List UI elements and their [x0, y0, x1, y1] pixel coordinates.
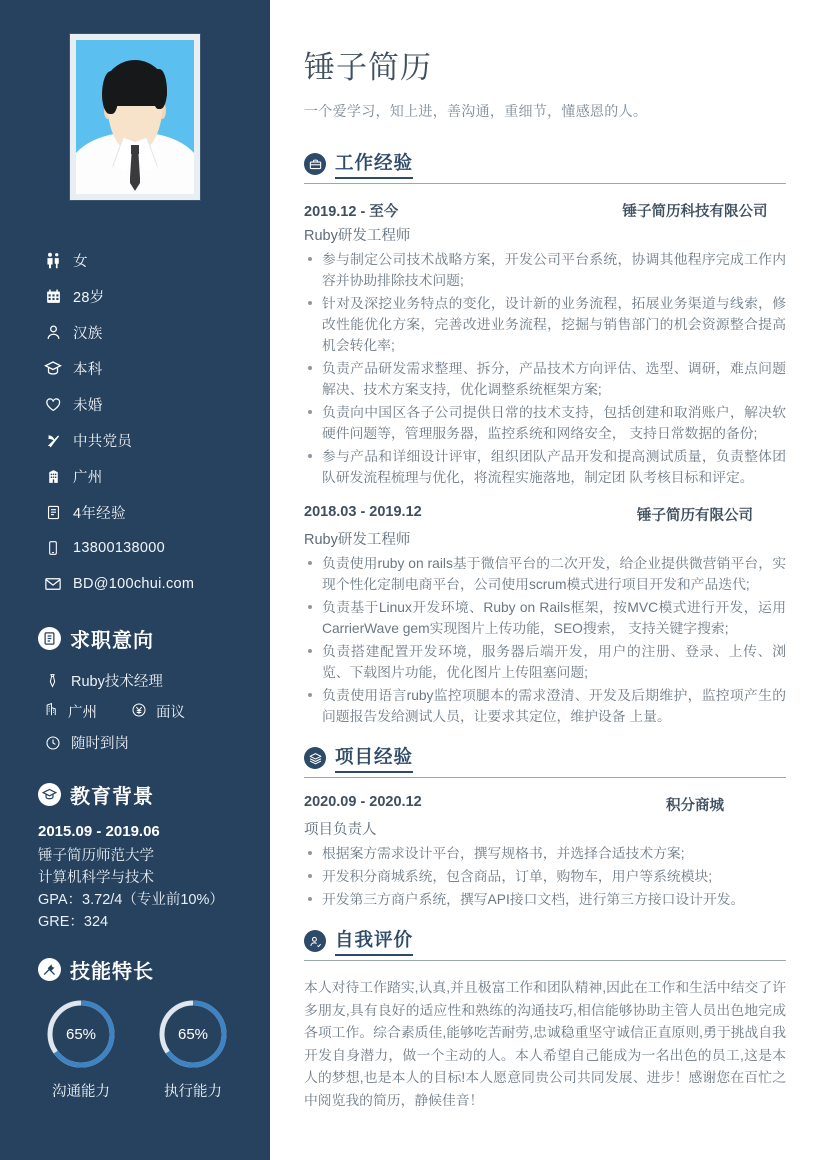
tools-icon — [38, 958, 61, 981]
project-entry — [304, 794, 786, 910]
skill-ring — [45, 998, 117, 1070]
bullet: 针对及深挖业务特点的变化，设计新的业务流程，拓展业务渠道与线索，修改性能优化方案，完善改进业务流程，挖掘与销售部门的机会资源整合提高机会转化率; — [304, 293, 786, 356]
info-row-ethnicity — [44, 314, 270, 350]
section-title: 教育背景 — [70, 786, 154, 808]
divider — [304, 960, 786, 961]
work-company: 锤子简历科技有限公司 — [622, 204, 768, 220]
mail-icon — [44, 575, 62, 593]
section-header-skills — [38, 955, 270, 984]
info-label: 广州 — [73, 469, 103, 486]
info-label: 汉族 — [73, 325, 103, 342]
info-label: 未婚 — [73, 397, 103, 414]
work-date: 2019.12 - 至今 — [304, 204, 399, 220]
work-role: Ruby研发工程师 — [304, 532, 411, 548]
user-check-icon — [304, 930, 326, 952]
info-row-politics — [44, 422, 270, 458]
work-bullets — [304, 553, 786, 727]
project-bullets — [304, 843, 786, 910]
phone-icon — [44, 539, 62, 557]
bullet: 参与产品和详细设计评审，组织团队产品开发和提高测试质量，负责整体团队研发流程梳理与优化，将流程实施落地，制定团 队考核目标和评定。 — [304, 446, 786, 488]
skill-label: 执行能力 — [164, 1084, 222, 1100]
bullet: 负责产品研发需求整理、拆分，产品技术方向评估、选型、调研，难点问题解决、技术方案支持，优化调整系统框架方案; — [304, 358, 786, 400]
education-major: 计算机科学与技术 — [38, 870, 154, 886]
info-row-age — [44, 278, 270, 314]
skill-ring — [157, 998, 229, 1070]
info-row-city — [44, 458, 270, 494]
section-header-evaluation — [304, 926, 786, 956]
intent-salary-label: 面议 — [156, 705, 185, 721]
work-entry-header — [304, 200, 786, 221]
person-icon — [44, 323, 62, 341]
work-bullets — [304, 249, 786, 488]
project-name: 积分商城 — [666, 798, 724, 814]
intent-city — [44, 701, 97, 722]
gender-icon — [44, 251, 62, 269]
evaluation-text: 本人对待工作踏实,认真,并且极富工作和团队精神,因此在工作和生活中结交了许多朋友,具有良好的适应性和熟练的沟通技巧,相信能够协助主管人员出色地完成各项工作。综合素质佳,能够吃苦耐劳,忠诚稳重坚守诚信正直原则,勇于挑战自我开发自身潜力，做一个主动的人。本人希望自己能成为一名出色的员工,这是本人的梦想,也是本人的目标!本人愿意同贵公司共同发展、进步！感谢您在百忙之中阅览我的简历，静候佳音！ — [304, 980, 786, 1108]
skills-list — [42, 998, 270, 1101]
info-label: 本科 — [73, 361, 103, 378]
work-entry — [304, 504, 786, 727]
sidebar — [0, 0, 270, 1160]
bullet: 负责向中国区各子公司提供日常的技术支持，包括创建和取消账户，解决软硬件问题等，管理服务器，监控系统和网络安全， 支持日常数据的备份; — [304, 402, 786, 444]
project-date: 2020.09 - 2020.12 — [304, 794, 422, 810]
education-gpa: GPA：3.72/4（专业前10%） — [38, 892, 224, 908]
education-school: 锤子简历师范大学 — [38, 848, 154, 864]
info-label: 28岁 — [73, 289, 105, 306]
education-gre: GRE：324 — [38, 914, 109, 930]
work-company: 锤子简历有限公司 — [637, 508, 753, 524]
tagline: 一个爱学习，知上进，善沟通，重细节，懂感恩的人。 — [304, 103, 648, 119]
education-date: 2015.09 - 2019.06 — [38, 823, 160, 840]
intent-availability-label: 随时到岗 — [71, 736, 129, 752]
briefcase-icon — [304, 153, 326, 175]
info-row-degree — [44, 350, 270, 386]
intent-city-salary — [44, 696, 270, 727]
avatar-illustration — [76, 40, 194, 194]
work-entry-header — [304, 504, 786, 525]
section-title: 项目经验 — [335, 743, 413, 773]
info-row-phone — [44, 530, 270, 566]
info-label: 13800138000 — [73, 540, 166, 556]
building-icon — [44, 467, 62, 485]
document-icon — [44, 503, 62, 521]
bullet: 负责使用语言ruby监控项腿本的需求澄清、开发及后期维护，监控项产生的问题报告发给测试人员，让要求其定位，维护设备 上量。 — [304, 685, 786, 727]
info-label: 4年经验 — [73, 505, 126, 522]
graduation-icon — [44, 359, 62, 377]
info-row-marital — [44, 386, 270, 422]
tie-icon — [44, 672, 61, 689]
education-body — [38, 821, 270, 933]
bullet: 参与制定公司技术战略方案，开发公司平台系统，协调其他程序完成工作内容并协助排除技术问题; — [304, 249, 786, 291]
bullet: 开发第三方商户系统，撰写API接口文档，进行第三方接口设计开发。 — [304, 889, 786, 910]
intent-availability — [44, 727, 270, 758]
avatar-wrapper — [0, 34, 270, 200]
intent-position-label: Ruby技术经理 — [71, 674, 163, 690]
info-label: 中共党员 — [73, 433, 133, 450]
project-role: 项目负责人 — [304, 822, 377, 838]
skill-label: 沟通能力 — [52, 1084, 110, 1100]
building-icon — [44, 702, 59, 721]
info-row-email — [44, 566, 270, 602]
section-header-work — [304, 149, 786, 179]
divider — [304, 183, 786, 184]
layers-icon — [304, 747, 326, 769]
intent-position — [44, 665, 270, 696]
divider — [304, 777, 786, 778]
clock-icon — [44, 734, 61, 751]
bullet: 负责使用ruby on rails基于微信平台的二次开发，给企业提供微营销平台，实现个性化定制电商平台，公司使用scrum模式进行项目开发和产品迭代; — [304, 553, 786, 595]
project-entry-header — [304, 794, 786, 815]
section-header-job-intention — [38, 624, 270, 653]
graduation-cap-icon — [38, 783, 61, 806]
clipboard-icon — [38, 627, 61, 650]
job-intention-body — [44, 665, 270, 758]
section-title: 求职意向 — [70, 630, 154, 652]
calendar-icon — [44, 287, 62, 305]
section-title: 工作经验 — [335, 149, 413, 179]
intent-salary — [131, 701, 185, 722]
work-entry — [304, 200, 786, 488]
main-content — [270, 0, 820, 1160]
skill-percent: 65% — [177, 1025, 209, 1043]
heart-icon — [44, 395, 62, 413]
bullet: 负责基于Linux开发环境、Ruby on Rails框架，按MVC模式进行开发，运用CarrierWave gem实现图片上传功能，SEO搜索， 支持关键字搜索; — [304, 597, 786, 639]
info-row-gender — [44, 242, 270, 278]
section-header-education — [38, 780, 270, 809]
skill-percent: 65% — [65, 1025, 97, 1043]
intent-city-label: 广州 — [68, 705, 97, 721]
avatar — [70, 34, 200, 200]
work-date: 2018.03 - 2019.12 — [304, 504, 422, 520]
info-row-experience — [44, 494, 270, 530]
info-label: BD@100chui.com — [73, 576, 195, 592]
bullet: 负责搭建配置开发环境，服务器后端开发，用户的注册、登录、上传、浏览、下载图片功能，优化图片上传阻塞问题; — [304, 641, 786, 683]
party-icon — [44, 431, 62, 449]
section-title: 技能特长 — [70, 961, 154, 983]
page-title: 锤子简历 — [304, 50, 432, 85]
section-header-project — [304, 743, 786, 773]
bullet: 开发积分商城系统，包含商品，订单，购物车，用户等系统模块; — [304, 866, 786, 887]
bullet: 根据案方需求设计平台，撰写规格书，并选择合适技术方案; — [304, 843, 786, 864]
skill-item — [42, 998, 120, 1101]
work-role: Ruby研发工程师 — [304, 228, 411, 244]
yen-icon — [131, 702, 147, 722]
skill-item — [154, 998, 232, 1101]
personal-info-list — [44, 242, 270, 602]
section-title: 自我评价 — [335, 926, 413, 956]
info-label: 女 — [73, 253, 88, 270]
